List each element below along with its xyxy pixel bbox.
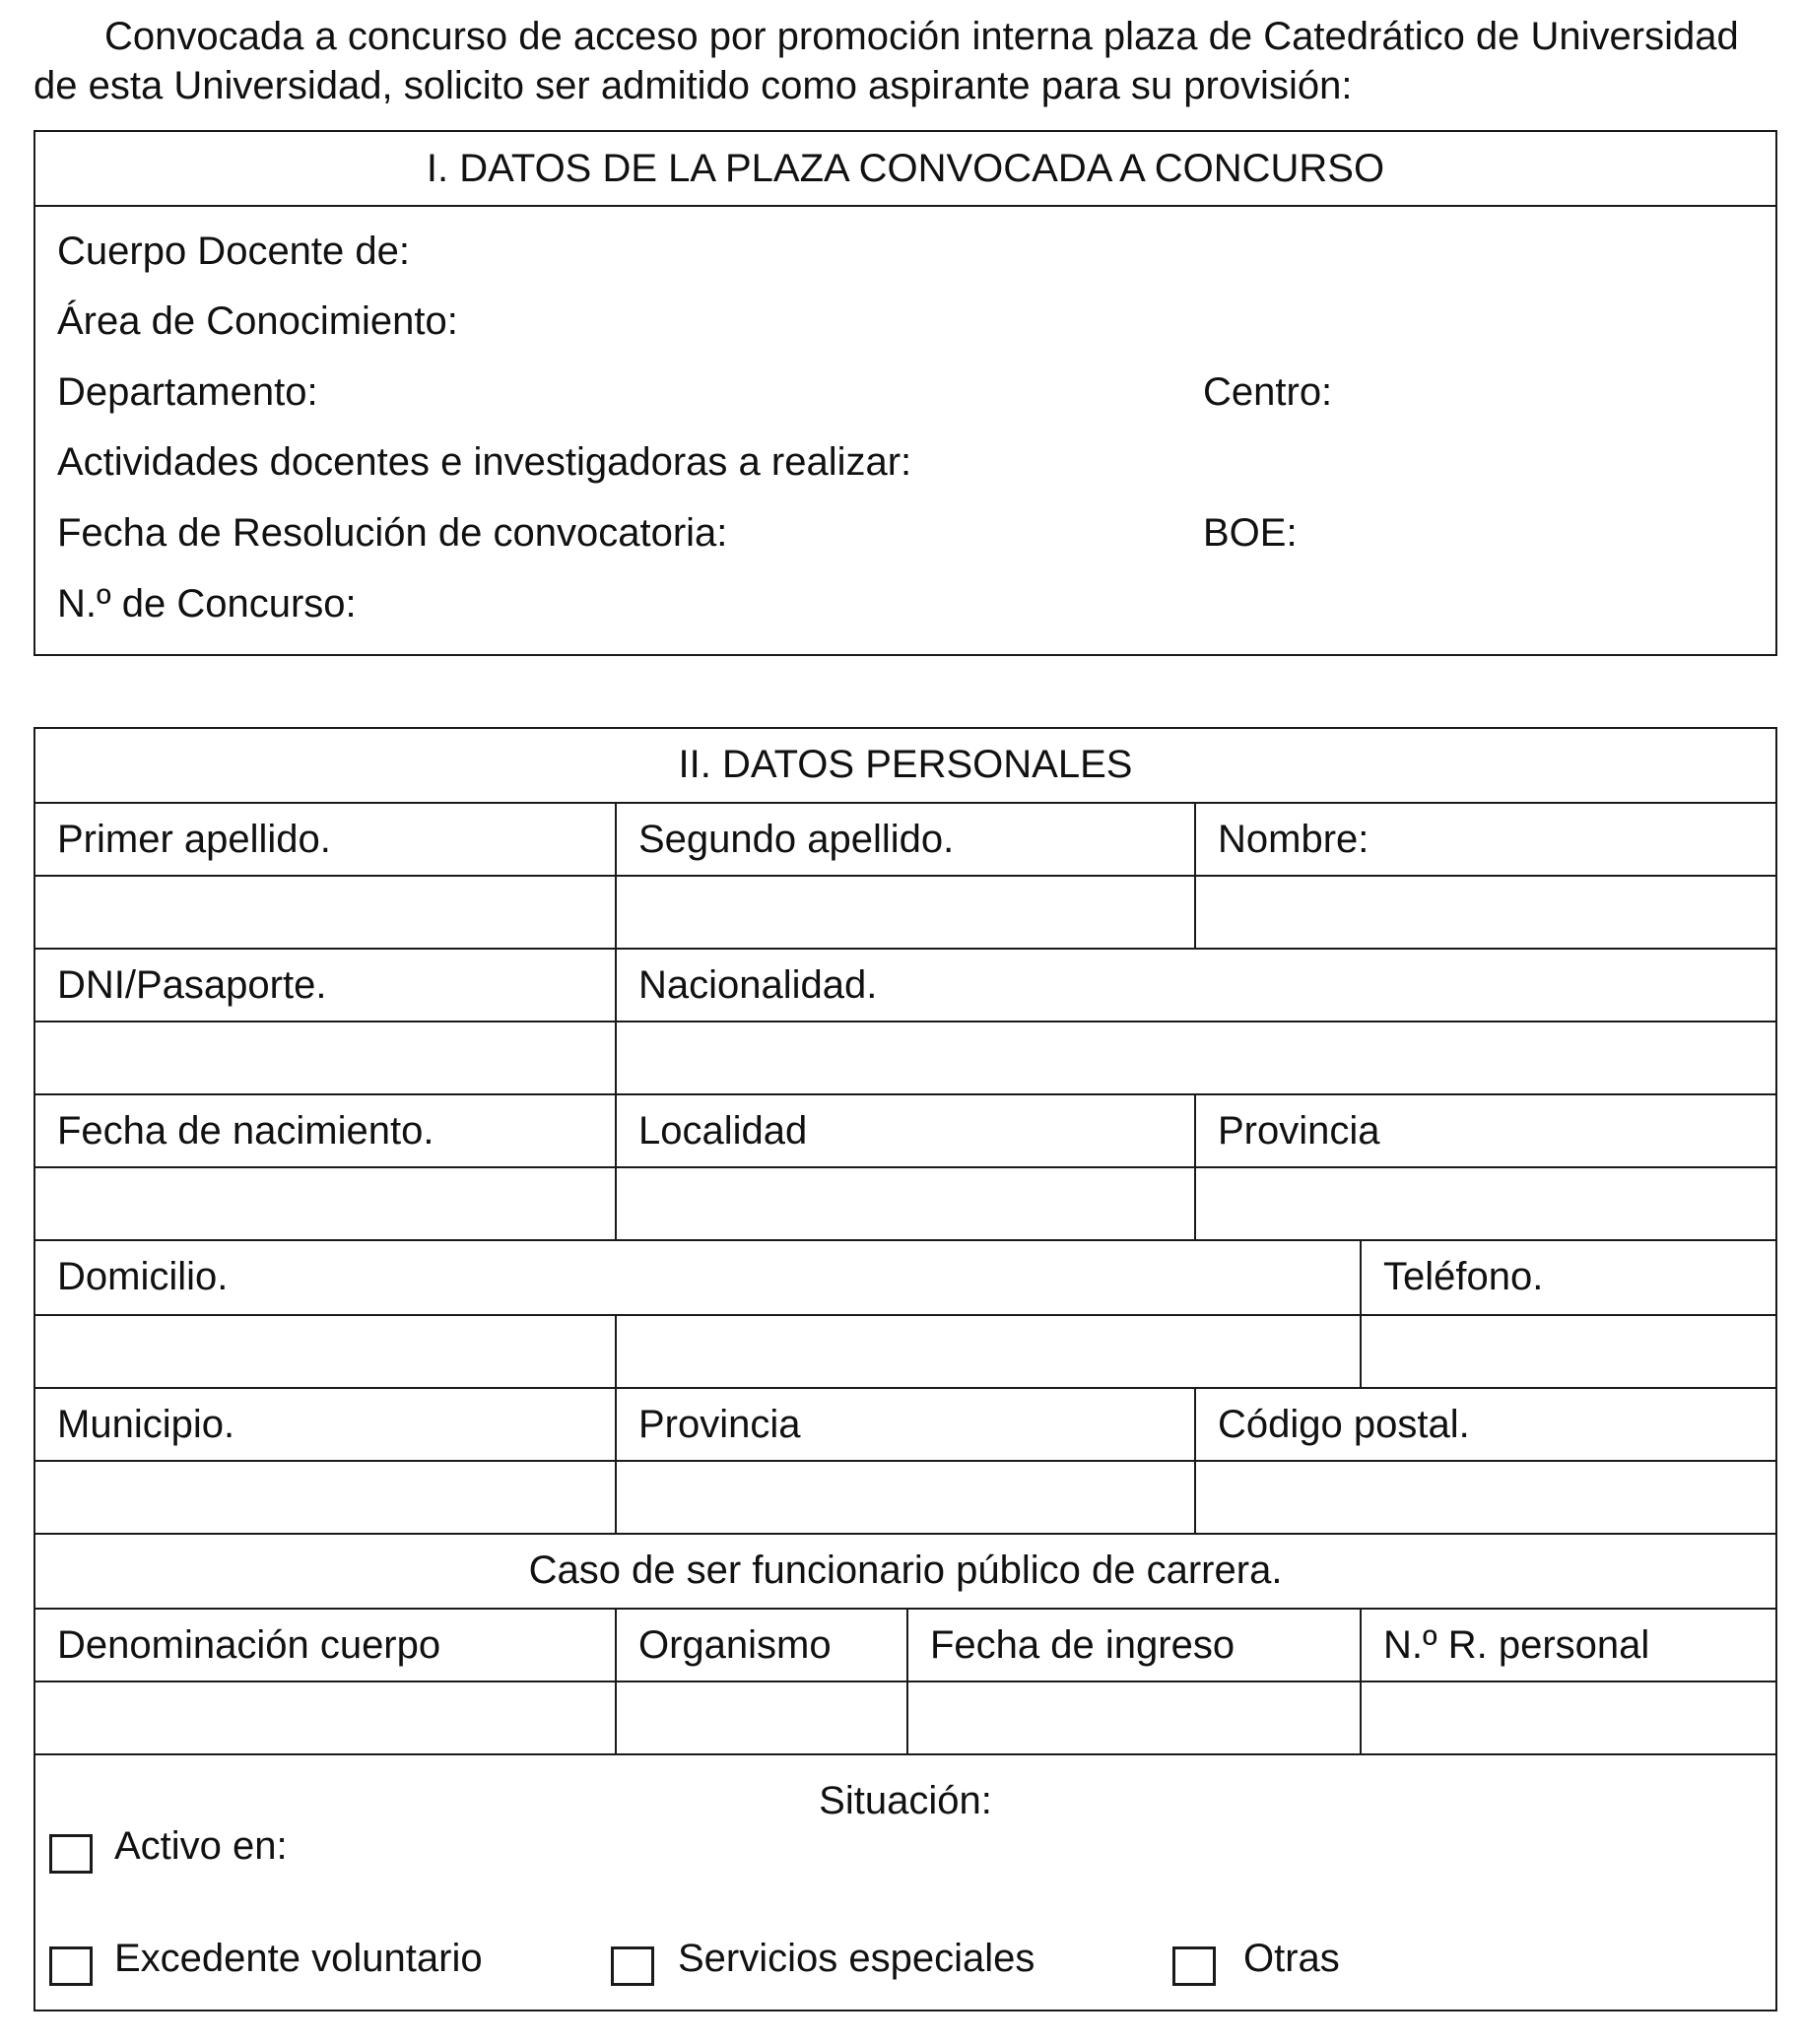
boe-label: BOE: bbox=[1203, 511, 1298, 555]
provincia-nacimiento-label: Provincia bbox=[1194, 1095, 1775, 1166]
denominacion-cuerpo-field[interactable] bbox=[35, 1682, 615, 1753]
dni-label: DNI/Pasaporte. bbox=[57, 963, 327, 1007]
num-concurso-label: N.º de Concurso: bbox=[57, 582, 357, 626]
funcionario-label-row bbox=[35, 1610, 1775, 1682]
dni-field[interactable] bbox=[35, 1022, 615, 1093]
domicilio-label: Domicilio. bbox=[57, 1255, 229, 1298]
domicilio-label-row bbox=[35, 1241, 1775, 1316]
section-personal-title-row bbox=[35, 729, 1775, 804]
otras-checkbox[interactable] bbox=[1172, 1946, 1216, 1986]
provincia-domicilio-label: Provincia bbox=[615, 1389, 1194, 1460]
names-input-row bbox=[35, 877, 1775, 950]
provincia-nacimiento-field[interactable] bbox=[1194, 1168, 1775, 1239]
intro-paragraph: Convocada a concurso de acceso por promoción interna plaza de Catedrático de Universidad de esta Universidad, solicito ser admitido como aspirante para su provisión: bbox=[33, 15, 1739, 107]
nombre-field[interactable] bbox=[1194, 877, 1775, 948]
telefono-field[interactable] bbox=[1360, 1316, 1775, 1387]
nacionalidad-field[interactable] bbox=[615, 1022, 1775, 1093]
codigo-postal-field[interactable] bbox=[1194, 1462, 1775, 1533]
nombre-label: Nombre: bbox=[1194, 804, 1775, 875]
denominacion-cuerpo-label: Denominación cuerpo bbox=[57, 1623, 441, 1667]
codigo-postal-label: Código postal. bbox=[1194, 1389, 1775, 1460]
organismo-field[interactable] bbox=[615, 1682, 906, 1753]
fecha-nacimiento-label: Fecha de nacimiento. bbox=[57, 1109, 434, 1153]
domicilio-field-a[interactable] bbox=[35, 1316, 615, 1387]
fecha-ingreso-label: Fecha de ingreso bbox=[906, 1610, 1360, 1681]
primer-apellido-label: Primer apellido. bbox=[57, 818, 331, 861]
activo-label: Activo en: bbox=[114, 1824, 288, 1868]
fecha-nacimiento-field[interactable] bbox=[35, 1168, 615, 1239]
localidad-field[interactable] bbox=[615, 1168, 1194, 1239]
nacionalidad-label: Nacionalidad. bbox=[615, 950, 1775, 1021]
centro-label: Centro: bbox=[1203, 370, 1333, 414]
departamento-label: Departamento: bbox=[57, 370, 318, 414]
cuerpo-docente-label: Cuerpo Docente de: bbox=[57, 230, 411, 273]
situacion-label: Situación: bbox=[819, 1779, 992, 1822]
fecha-resolucion-label: Fecha de Resolución de convocatoria: bbox=[57, 511, 728, 555]
primer-apellido-field[interactable] bbox=[35, 877, 615, 948]
nrp-label: N.º R. personal bbox=[1360, 1610, 1775, 1681]
localidad-label: Localidad bbox=[615, 1095, 1194, 1166]
organismo-label: Organismo bbox=[615, 1610, 906, 1681]
dni-input-row bbox=[35, 1022, 1775, 1095]
domicilio-field-b[interactable] bbox=[615, 1316, 1360, 1387]
activo-checkbox[interactable] bbox=[49, 1834, 93, 1874]
section-personal-title: II. DATOS PERSONALES bbox=[678, 743, 1133, 786]
section-plaza-title: I. DATOS DE LA PLAZA CONVOCADA A CONCURSO bbox=[35, 132, 1775, 207]
fecha-ingreso-field[interactable] bbox=[906, 1682, 1360, 1753]
municipio-label-row bbox=[35, 1389, 1775, 1462]
telefono-label: Teléfono. bbox=[1360, 1241, 1775, 1314]
section-plaza bbox=[33, 130, 1777, 656]
funcionario-heading-row bbox=[35, 1535, 1775, 1610]
section-datos-personales bbox=[33, 727, 1777, 2011]
names-label-row bbox=[35, 804, 1775, 877]
municipio-input-row bbox=[35, 1462, 1775, 1535]
otras-label: Otras bbox=[1243, 1937, 1340, 1980]
excedente-checkbox[interactable] bbox=[49, 1946, 93, 1986]
segundo-apellido-label: Segundo apellido. bbox=[615, 804, 1194, 875]
servicios-especiales-checkbox[interactable] bbox=[611, 1946, 654, 1986]
actividades-label: Actividades docentes e investigadoras a realizar: bbox=[57, 440, 912, 484]
funcionario-input-row bbox=[35, 1682, 1775, 1755]
provincia-domicilio-field[interactable] bbox=[615, 1462, 1194, 1533]
nacimiento-input-row bbox=[35, 1168, 1775, 1241]
funcionario-heading: Caso de ser funcionario público de carrera. bbox=[528, 1549, 1283, 1592]
segundo-apellido-field[interactable] bbox=[615, 877, 1194, 948]
servicios-especiales-label: Servicios especiales bbox=[678, 1937, 1035, 1980]
nacimiento-label-row bbox=[35, 1095, 1775, 1168]
area-conocimiento-label: Área de Conocimiento: bbox=[57, 299, 458, 343]
excedente-label: Excedente voluntario bbox=[114, 1937, 483, 1980]
domicilio-input-row bbox=[35, 1316, 1775, 1389]
municipio-field[interactable] bbox=[35, 1462, 615, 1533]
municipio-label: Municipio. bbox=[57, 1403, 235, 1446]
dni-label-row bbox=[35, 950, 1775, 1022]
nrp-field[interactable] bbox=[1360, 1682, 1775, 1753]
